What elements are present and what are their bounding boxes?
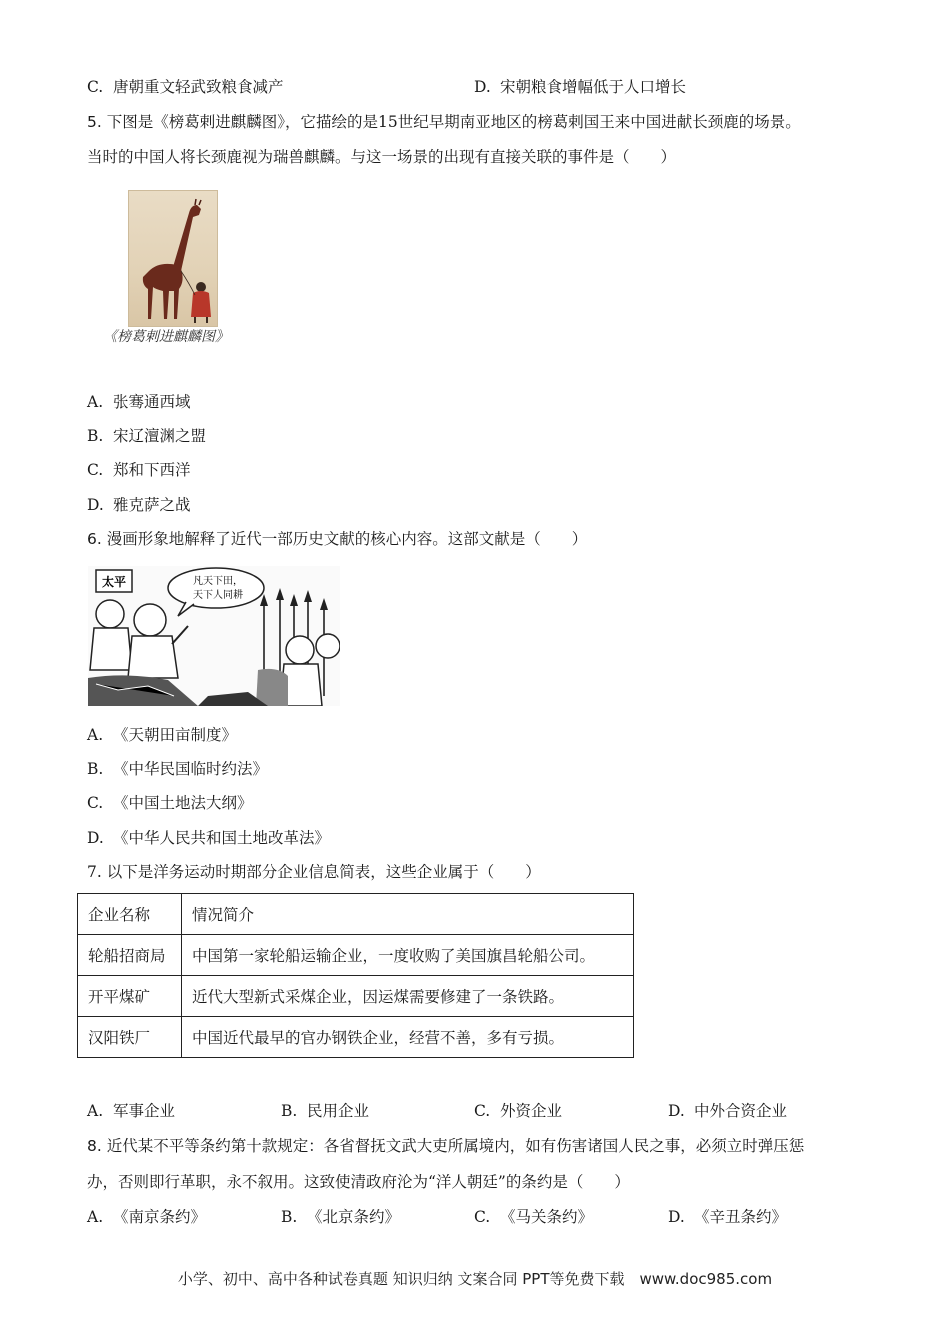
table-row — [78, 1017, 634, 1058]
table-cell: 汉阳铁厂 — [78, 1017, 182, 1058]
page-footer: 小学、初中、高中各种试卷真题 知识归纳 文案合同 PPT等免费下载 www.doc985.com — [177, 1270, 773, 1288]
q8-option-c: C. 《马关条约》 — [474, 1208, 594, 1226]
giraffe-icon — [129, 191, 217, 326]
q6-stem: 6. 漫画形象地解释了近代一部历史文献的核心内容。这部文献是（ ） — [87, 530, 588, 548]
cartoon-banner-text: 太平 — [101, 575, 127, 589]
table-cell: 近代大型新式采煤企业，因运煤需要修建了一条铁路。 — [182, 976, 634, 1017]
q6-option-d: D. 《中华人民共和国土地改革法》 — [87, 829, 331, 847]
q4-option-d: D. 宋朝粮食增幅低于人口增长 — [474, 78, 687, 96]
q7-option-b: B. 民用企业 — [281, 1102, 370, 1120]
table-cell: 开平煤矿 — [78, 976, 182, 1017]
q6-option-a: A. 《天朝田亩制度》 — [87, 726, 238, 744]
q5-option-d: D. 雅克萨之战 — [87, 496, 191, 514]
q7-option-c: C. 外资企业 — [474, 1102, 563, 1120]
table-row — [78, 935, 634, 976]
q8-stem-line1: 8. 近代某不平等条约第十款规定：各省督抚文武大吏所属境内，如有伤害诸国人民之事，必须立时弹压惩 — [87, 1137, 805, 1155]
q4-option-c: C. 唐朝重文轻武致粮食减产 — [87, 78, 284, 96]
q5-stem-line2: 当时的中国人将长颈鹿视为瑞兽麒麟。与这一场景的出现有直接关联的事件是（ ） — [87, 148, 677, 166]
table-cell: 中国近代最早的官办钢铁企业，经营不善，多有亏损。 — [182, 1017, 634, 1058]
table-cell: 轮船招商局 — [78, 935, 182, 976]
cartoon-image — [88, 566, 340, 706]
table-row — [78, 976, 634, 1017]
table-header-cell: 情况简介 — [182, 894, 634, 935]
q5-option-a: A. 张骞通西域 — [87, 393, 191, 411]
giraffe-painting-image — [128, 190, 218, 327]
table-header-row — [78, 894, 634, 935]
q8-option-b: B. 《北京条约》 — [281, 1208, 401, 1226]
q6-option-c: C. 《中国土地法大纲》 — [87, 794, 253, 812]
cartoon-speech-line1: 凡天下田， — [193, 576, 243, 587]
q6-option-b: B. 《中华民国临时约法》 — [87, 760, 269, 778]
q7-stem: 7. 以下是洋务运动时期部分企业信息简表，这些企业属于（ ） — [87, 863, 541, 881]
q8-option-a: A. 《南京条约》 — [87, 1208, 207, 1226]
q8-option-d: D. 《辛丑条约》 — [668, 1208, 788, 1226]
table-cell: 中国第一家轮船运输企业，一度收购了美国旗昌轮船公司。 — [182, 935, 634, 976]
table-header-cell: 企业名称 — [78, 894, 182, 935]
q5-option-b: B. 宋辽澶渊之盟 — [87, 427, 207, 445]
q5-option-c: C. 郑和下西洋 — [87, 461, 191, 479]
image-caption: 《榜葛剌进麒麟图》 — [103, 329, 229, 345]
q8-stem-line2: 办，否则即行革职，永不叙用。这致使清政府沦为“洋人朝廷”的条约是（ ） — [87, 1173, 630, 1191]
q7-option-a: A. 军事企业 — [87, 1102, 176, 1120]
q5-stem-line1: 5. 下图是《榜葛剌进麒麟图》，它描绘的是15世纪早期南亚地区的榜葛剌国王来中国进献长颈鹿的场景。 — [87, 113, 801, 131]
cartoon-speech-line2: 天下人同耕 — [193, 590, 243, 601]
q7-option-d: D. 中外合资企业 — [668, 1102, 788, 1120]
enterprise-table — [77, 893, 634, 1058]
